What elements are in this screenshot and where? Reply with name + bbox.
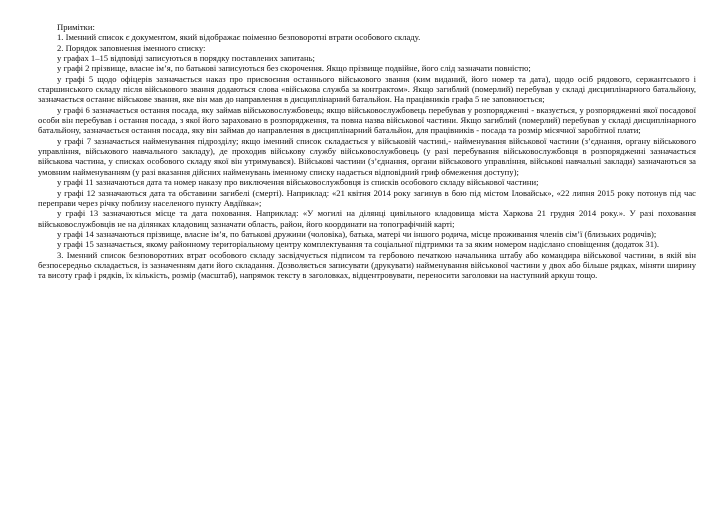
note-column-5: у графі 5 щодо офіцерів зазначається наказ про присвоєння останнього військового звання (ким виданий, його номер та дата), щодо осіб рядового, сержантського і старшинського складу після військового звання додаються слова «військова служба за контрактом». Якщо загиблий (померлий) перебував у складі дисциплінарного батальйону, зазначається останнє військове звання, яке він мав до направлення в дисциплінарний батальйон. На працівників графа 5 не заповнюється; — [38, 73, 696, 105]
note-item-1: 1. Іменний список є документом, який відображає поіменно безповоротні втрати особового складу. — [57, 32, 421, 43]
note-column-14: у графі 14 зазначаються прізвище, власне ім’я, по батькові дружини (чоловіка), батька, матері чи іншого родича, місце проживання членів сім’ї (близьких родичів); — [57, 228, 657, 239]
note-column-7: у графі 7 зазначається найменування підрозділу; якщо іменний список складається у військовій частині,- найменування військової частини (з’єднання, органу військового управління, військового навчального закладу), де проходив військову службу військовослужбовець (у разі перебування військовослужбовця в розпорядженні зазначається військова частина, у списках особового складу якої він утримувався). Військові частини (з’єднання, органи військового управління, військові навчальні заклади) зазначаються за умовним найменуванням (у разі вказання дійсних найменувань іменному списку надається відповідний гриф обмеження доступу); — [38, 135, 696, 177]
note-column-12: у графі 12 зазначаються дата та обставини загибелі (смерті). Наприклад: «21 квітня 2014 року загинув в бою під містом Іловайськ», «22 липня 2015 року потонув під час переправи через річку поблизу населеного пункту Авдіївка»; — [38, 187, 696, 208]
note-column-2: у графі 2 прізвище, власне ім’я, по батькові записуються без скорочення. Якщо прізвище подвійне, його слід зазначати повністю; — [57, 63, 531, 74]
note-column-6: у графі 6 зазначається остання посада, яку займав військовослужбовець; якщо військовослужбовець перебував у розпорядженні - вказується, у розпорядженні якої посадової особи він перебував і остання посада, з якої його зараховано в розпорядження, та повна назва військової частини. Якщо загиблий (померлий) перебував у складі дисциплінарного батальйону, зазначається остання посада, яку він займав до направлення в дисциплінарний батальйон, для працівників - посада та розмір місячної заробітної плати; — [38, 104, 696, 136]
notes-block — [38, 22, 696, 281]
note-column-11: у графі 11 зазначаються дата та номер наказу про виключення військовослужбовця із списків особового складу військової частини; — [57, 177, 539, 188]
notes-title: Примітки: — [57, 22, 95, 32]
note-columns-1-15: у графах 1–15 відповіді записуються в порядку поставлених запитань; — [57, 53, 315, 64]
note-column-13: у графі 13 зазначаються місце та дата поховання. Наприклад: «У могилі на ділянці цивільного кладовища міста Харкова 21 грудня 2014 року.». У разі поховання військовослужбовців не на ділянках кладовищ зазначати область, район, його координати на топографічній карті; — [38, 208, 696, 229]
note-item-2: 2. Порядок заповнення іменного списку: — [57, 42, 206, 53]
note-column-15: у графі 15 зазначається, якому районному територіальному центру комплектування та соціальної підтримки та за яким номером надіслано сповіщення (додаток 31). — [57, 239, 660, 250]
note-item-3: 3. Іменний список безповоротних втрат особового складу засвідчується підписом та гербовою печаткою начальника штабу або командира військової частини, в якій він безпосередньо складається, із зазначенням дати його складання. Дозволяється записувати (друкувати) найменування військової частини у двох або більше рядках, міняти ширину та висоту граф і рядків, їх кількість, розмір (масштаб), напрямок тексту в заголовках, відцентровувати, переносити заголовки на наступний аркуш тощо. — [38, 249, 696, 281]
